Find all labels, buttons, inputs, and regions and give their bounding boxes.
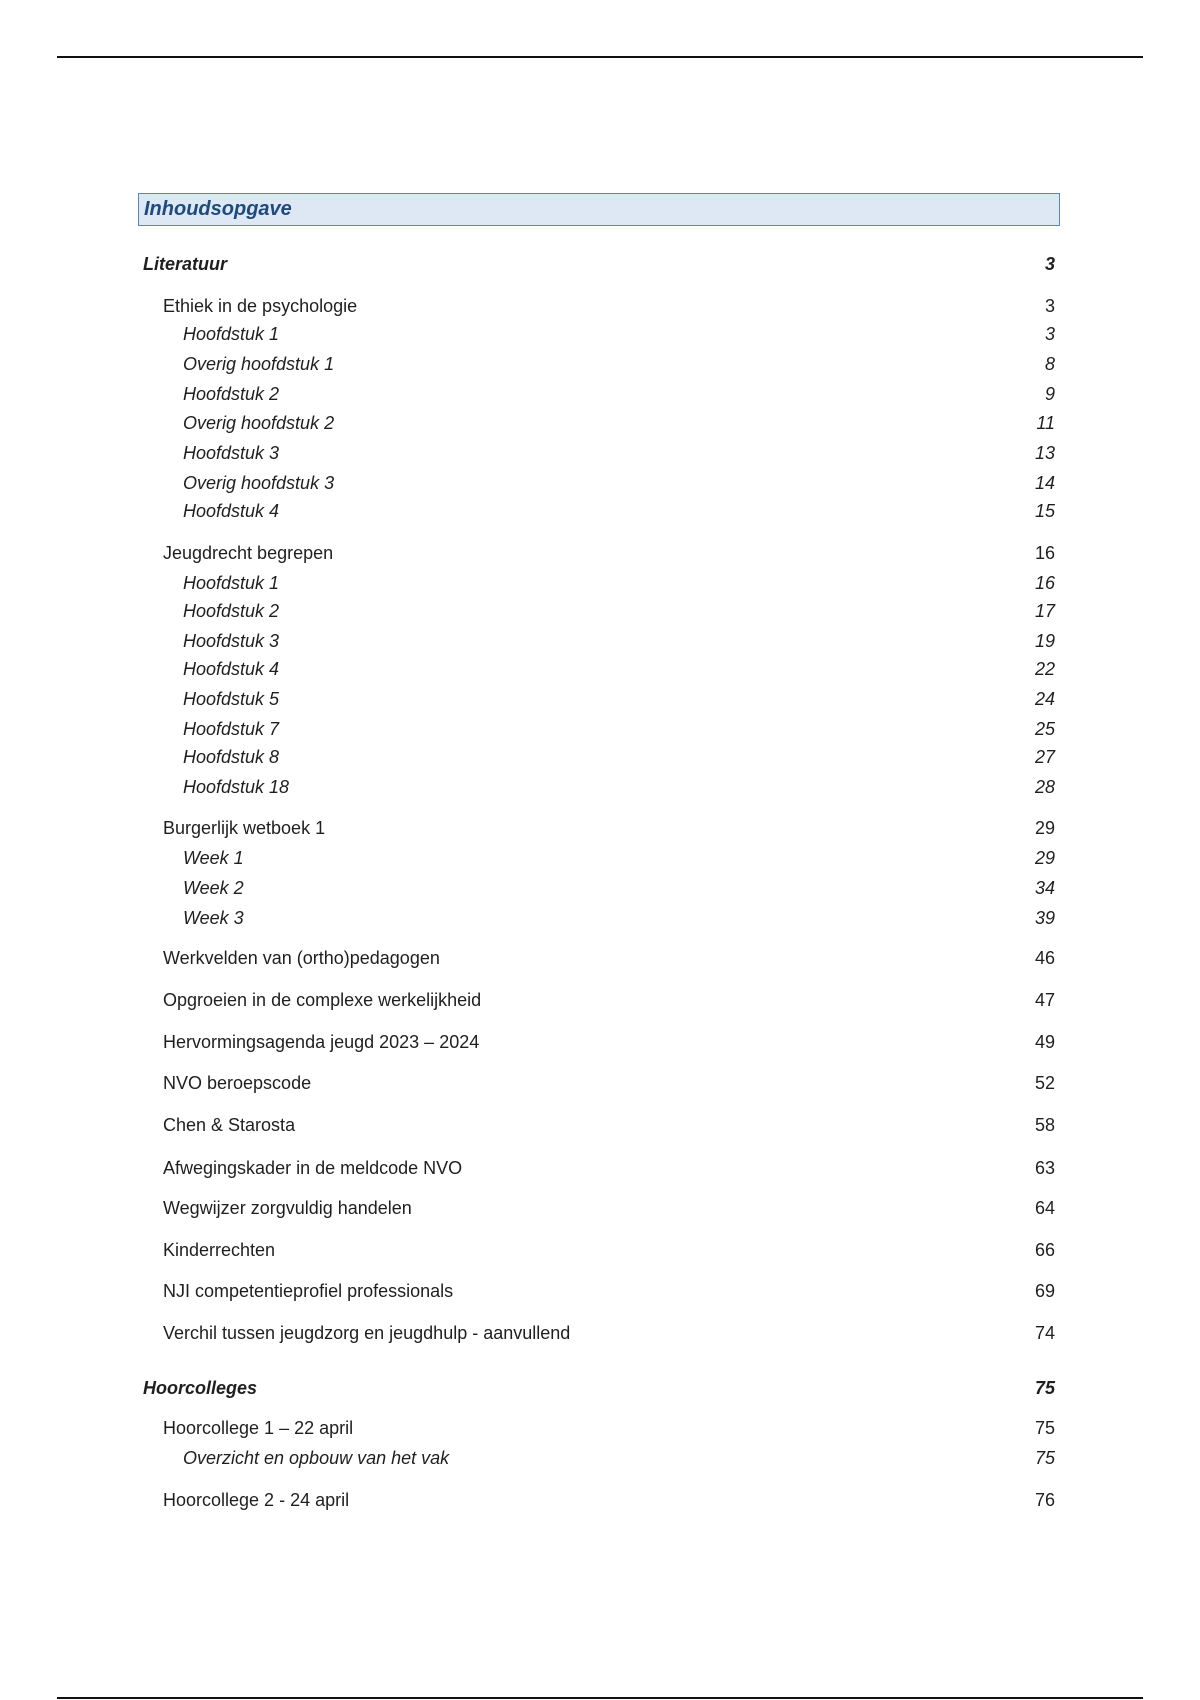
toc-entry[interactable] xyxy=(0,541,1055,567)
toc-entry[interactable] xyxy=(0,1113,1055,1139)
toc-entry[interactable] xyxy=(0,599,1055,625)
footer-rule xyxy=(57,1697,1143,1699)
toc-entry-label: Hoofdstuk 1 xyxy=(183,573,280,593)
toc-entry-label: Hoorcollege 1 – 22 april xyxy=(163,1418,354,1438)
toc-entry[interactable] xyxy=(0,946,1055,972)
toc-entry[interactable] xyxy=(0,717,1055,743)
toc-entry-label: Overig hoofdstuk 1 xyxy=(183,354,335,374)
toc-entry-label: Hoofdstuk 1 xyxy=(183,324,280,344)
toc-entry-page-number: 46 xyxy=(1034,948,1055,968)
toc-entry-label: Kinderrechten xyxy=(163,1240,276,1260)
toc-entry-label: Overzicht en opbouw van het vak xyxy=(183,1448,450,1468)
toc-entry-label: Hervormingsagenda jeugd 2023 – 2024 xyxy=(163,1032,480,1052)
toc-entry-label: Hoofdstuk 7 xyxy=(183,719,280,739)
toc-entry[interactable] xyxy=(0,988,1055,1014)
toc-entry-page-number: 3 xyxy=(1044,254,1055,274)
toc-entry[interactable] xyxy=(0,1279,1055,1305)
toc-entry-page-number: 29 xyxy=(1034,848,1055,868)
toc-entry[interactable] xyxy=(0,629,1055,655)
toc-entry[interactable] xyxy=(0,846,1055,872)
toc-entry-page-number: 9 xyxy=(1044,384,1055,404)
toc-entry-page-number: 28 xyxy=(1034,777,1055,797)
toc-entry-label: Literatuur xyxy=(143,254,228,274)
toc-entry-page-number: 29 xyxy=(1034,818,1055,838)
toc-entry-label: Wegwijzer zorgvuldig handelen xyxy=(163,1198,412,1218)
toc-entry[interactable] xyxy=(0,745,1055,771)
toc-entry-page-number: 75 xyxy=(1034,1418,1055,1438)
toc-entry-page-number: 17 xyxy=(1034,601,1055,621)
toc-entry[interactable] xyxy=(0,499,1055,525)
toc-entry-page-number: 75 xyxy=(1034,1378,1055,1398)
toc-entry-page-number: 34 xyxy=(1034,878,1055,898)
toc-entry-label: Week 2 xyxy=(183,878,244,898)
toc-entry[interactable] xyxy=(0,571,1055,597)
toc-entry-page-number: 47 xyxy=(1034,990,1055,1010)
toc-entry[interactable] xyxy=(0,1196,1055,1222)
toc-entry-page-number: 64 xyxy=(1034,1198,1055,1218)
toc-entry-label: Hoofdstuk 2 xyxy=(183,601,280,621)
toc-entry[interactable] xyxy=(0,1488,1055,1514)
toc-entry[interactable] xyxy=(0,382,1055,408)
toc-entry[interactable] xyxy=(0,1416,1055,1442)
toc-entry[interactable] xyxy=(0,1071,1055,1097)
toc-entry-label: Verchil tussen jeugdzorg en jeugdhulp - aanvullend xyxy=(163,1323,571,1343)
header-rule xyxy=(57,56,1143,58)
toc-entry-page-number: 75 xyxy=(1034,1448,1055,1468)
toc-entry-page-number: 14 xyxy=(1034,473,1055,493)
toc-entry-label: Chen & Starosta xyxy=(163,1115,296,1135)
toc-entry-label: Jeugdrecht begrepen xyxy=(163,543,334,563)
toc-entry-page-number: 11 xyxy=(1036,413,1055,433)
toc-entry[interactable] xyxy=(0,411,1055,437)
toc-entry-label: Week 3 xyxy=(183,908,244,928)
toc-entry[interactable] xyxy=(0,252,1055,278)
toc-entry-page-number: 69 xyxy=(1034,1281,1055,1301)
toc-entry[interactable] xyxy=(0,775,1055,801)
toc-entry-page-number: 25 xyxy=(1034,719,1055,739)
toc-entry-label: Overig hoofdstuk 2 xyxy=(183,413,335,433)
toc-title: Inhoudsopgave xyxy=(144,198,292,220)
toc-entry[interactable] xyxy=(0,1376,1055,1402)
toc-entry-page-number: 8 xyxy=(1044,354,1055,374)
toc-entry-page-number: 58 xyxy=(1034,1115,1055,1135)
toc-entry-page-number: 74 xyxy=(1034,1323,1055,1343)
toc-entry[interactable] xyxy=(0,816,1055,842)
toc-entry[interactable] xyxy=(0,1238,1055,1264)
toc-entry[interactable] xyxy=(0,1446,1055,1472)
toc-entry-page-number: 3 xyxy=(1044,324,1055,344)
toc-entry-label: Ethiek in de psychologie xyxy=(163,296,358,316)
toc-entry-label: Hoofdstuk 18 xyxy=(183,777,290,797)
toc-entry-label: Hoofdstuk 3 xyxy=(183,631,280,651)
toc-entry-page-number: 52 xyxy=(1034,1073,1055,1093)
toc-entry[interactable] xyxy=(0,687,1055,713)
toc-entry-label: Hoofdstuk 3 xyxy=(183,443,280,463)
toc-entry-label: Hoorcollege 2 - 24 april xyxy=(163,1490,350,1510)
toc-entry-page-number: 27 xyxy=(1034,747,1055,767)
toc-entry[interactable] xyxy=(0,441,1055,467)
toc-entry-label: Opgroeien in de complexe werkelijkheid xyxy=(163,990,482,1010)
toc-entry-page-number: 16 xyxy=(1034,573,1055,593)
toc-entry-page-number: 22 xyxy=(1034,659,1055,679)
toc-entry-label: Burgerlijk wetboek 1 xyxy=(163,818,326,838)
toc-entry-page-number: 63 xyxy=(1034,1158,1055,1178)
toc-entry-label: Hoofdstuk 4 xyxy=(183,501,280,521)
toc-entry-label: Hoofdstuk 2 xyxy=(183,384,280,404)
toc-entry[interactable] xyxy=(0,1321,1055,1347)
toc-entry-label: Hoofdstuk 5 xyxy=(183,689,280,709)
toc-entry-label: NJI competentieprofiel professionals xyxy=(163,1281,454,1301)
toc-entry-page-number: 66 xyxy=(1034,1240,1055,1260)
toc-entry[interactable] xyxy=(0,876,1055,902)
toc-entry[interactable] xyxy=(0,352,1055,378)
toc-entry-page-number: 24 xyxy=(1034,689,1055,709)
toc-entry[interactable] xyxy=(0,322,1055,348)
toc-entry-label: Werkvelden van (ortho)pedagogen xyxy=(163,948,440,968)
toc-entry-label: NVO beroepscode xyxy=(163,1073,312,1093)
toc-entry-label: Overig hoofdstuk 3 xyxy=(183,473,335,493)
toc-entry-page-number: 39 xyxy=(1034,908,1055,928)
toc-entry-page-number: 3 xyxy=(1044,296,1055,316)
toc-entry[interactable] xyxy=(0,657,1055,683)
toc-entry[interactable] xyxy=(0,471,1055,497)
toc-entry-page-number: 49 xyxy=(1034,1032,1055,1052)
toc-entry[interactable] xyxy=(0,1030,1055,1056)
toc-entry-page-number: 19 xyxy=(1034,631,1055,651)
toc-entry[interactable] xyxy=(0,1156,1055,1182)
toc-entry-page-number: 76 xyxy=(1034,1490,1055,1510)
toc-heading-box xyxy=(138,193,1060,226)
toc-entry-page-number: 16 xyxy=(1034,543,1055,563)
toc-entry-label: Hoorcolleges xyxy=(143,1378,258,1398)
toc-entry-label: Afwegingskader in de meldcode NVO xyxy=(163,1158,463,1178)
toc-entry-label: Hoofdstuk 4 xyxy=(183,659,280,679)
toc-entry-page-number: 15 xyxy=(1034,501,1055,521)
toc-entry[interactable] xyxy=(0,906,1055,932)
toc-entry-label: Week 1 xyxy=(183,848,244,868)
toc-entry-page-number: 13 xyxy=(1034,443,1055,463)
toc-entry-label: Hoofdstuk 8 xyxy=(183,747,280,767)
toc-entry[interactable] xyxy=(0,294,1055,320)
